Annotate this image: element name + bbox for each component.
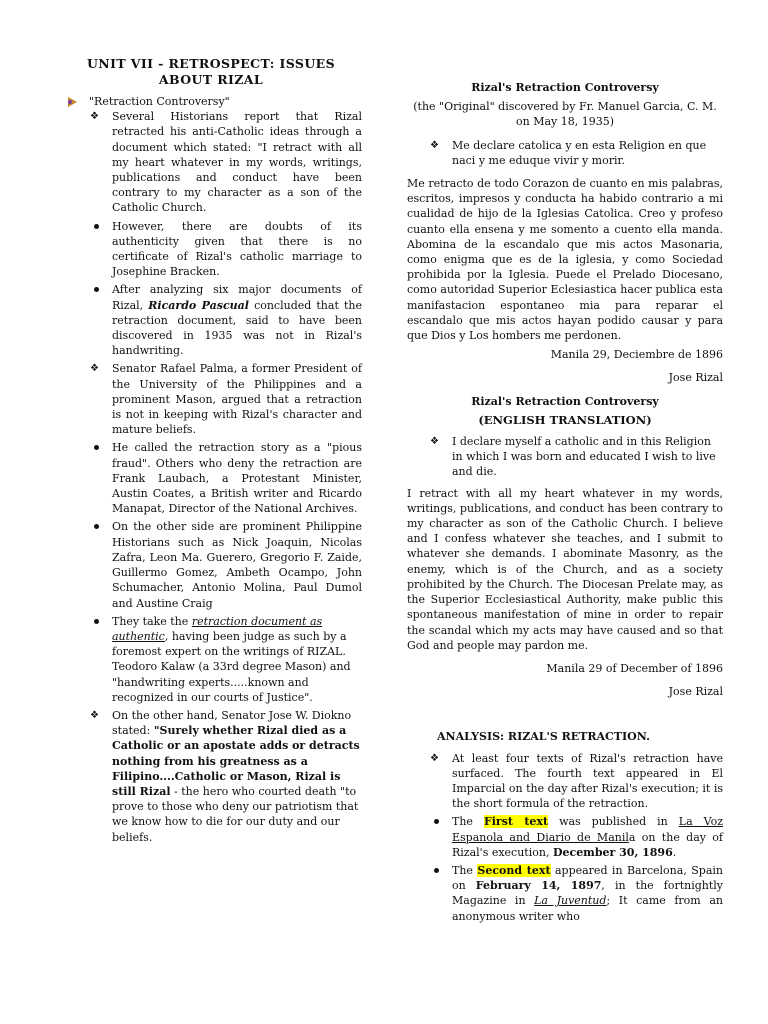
paragraph-text: ; It came from an anonymous writer who bbox=[452, 894, 723, 923]
left-column bbox=[60, 56, 362, 848]
paragraph-text: The bbox=[452, 815, 484, 829]
paragraph-text: , in the fortnightly Magazine in bbox=[452, 879, 723, 908]
section-heading-original: Rizal's Retraction Controversy bbox=[471, 81, 659, 94]
paragraph-text: After analyzing six major documents of Rizal, bbox=[112, 283, 362, 312]
spanish-declaration: Me declare catolica y en esta Religion en que naci y me eduque vivir y morir. bbox=[452, 138, 707, 167]
english-paragraph: I retract with all my heart whatever in my words, writings, publications, and conduct has been contrary to my character as son of the Catholic Church. I believe and I confess whatever she teaches, and I submit to whatever she demands. I abominate Masonry, as the enemy, which is of the Church, and as a society prohibited by the Church. The Diocesan Prelate may, as the Superior Ecclesiastical Authority, make public this spontaneous manifestation of mine in order to repair the scandal which my acts may have caused and so that God and people may pardon me. bbox=[407, 486, 723, 652]
round-bullet-icon bbox=[434, 819, 439, 824]
spanish-signature: Jose Rizal bbox=[668, 371, 723, 385]
underlined-phrase: La Juventud bbox=[534, 894, 607, 908]
diamond-bullet-icon: ❖ bbox=[90, 111, 99, 123]
emphasis-name: Ricardo Pascual bbox=[148, 298, 249, 312]
bold-quote: "Surely whether Rizal died as a Catholic or an apostate adds or detracts nothing from his greatness as a Filipino....Catholic or Mason, Rizal is still Rizal bbox=[112, 724, 360, 798]
paragraph-text: was published in bbox=[548, 815, 679, 829]
bold-date: December 30, 1896 bbox=[552, 845, 673, 859]
right-column bbox=[407, 80, 723, 927]
list-item bbox=[112, 440, 362, 516]
paragraph-text: - the hero who courted death "to prove to those who deny our patriotism that we know how to die for our duty and our beliefs. bbox=[112, 784, 359, 844]
list-item bbox=[112, 519, 362, 610]
list-item bbox=[430, 434, 723, 480]
english-bullet-list bbox=[407, 434, 723, 480]
diamond-bullet-icon: ❖ bbox=[90, 363, 99, 375]
paragraph-text: Several Historians report that Rizal retracted his anti-Catholic ideas through a document which stated: "I retract with all my heart whatever in my words, writings, publications and conduct have been contrary to my character as a son of the Catholic Church. bbox=[112, 110, 362, 215]
paragraph-text: At least four texts of Rizal's retraction have surfaced. The fourth text appeared in El Imparcial on the day after Rizal's execution; it is the short formula of the retraction. bbox=[452, 751, 723, 811]
round-bullet-icon bbox=[94, 224, 99, 229]
topic-row bbox=[60, 94, 362, 109]
round-bullet-icon bbox=[434, 868, 439, 873]
round-bullet-icon bbox=[94, 524, 99, 529]
paragraph-text: . bbox=[672, 845, 677, 859]
paragraph-text: appeared in Barcelona, Spain on bbox=[452, 863, 723, 893]
list-item bbox=[452, 863, 723, 924]
original-note: (the "Original" discovered by Fr. Manuel Garcia, C. M. on May 18, 1935) bbox=[413, 100, 717, 129]
list-item bbox=[90, 708, 362, 845]
list-item bbox=[112, 614, 362, 705]
list-item bbox=[430, 751, 723, 812]
round-bullet-icon bbox=[94, 287, 99, 292]
list-item bbox=[90, 361, 362, 437]
round-bullet-icon bbox=[94, 445, 99, 450]
unit-title: UNIT VII - RETROSPECT: ISSUES ABOUT RIZAL bbox=[86, 56, 335, 87]
diamond-bullet-icon: ❖ bbox=[430, 752, 439, 764]
paragraph-text: , having been judge as such by a foremost expert on the writings of RIZAL. Teodoro Kalaw (a 33rd degree Mason) and "handwriting experts.....known and recognized in our courts of Justice". bbox=[112, 629, 351, 704]
paragraph-text: concluded that the retraction document, said to have been discovered in 1935 was not in Rizal's handwriting. bbox=[112, 298, 362, 358]
paragraph-text: They take the bbox=[112, 614, 192, 628]
list-item bbox=[430, 138, 723, 168]
diamond-bullet-icon: ❖ bbox=[90, 709, 99, 721]
analysis-heading: ANALYSIS: RIZAL'S RETRACTION. bbox=[437, 730, 650, 744]
english-signature: Jose Rizal bbox=[668, 685, 723, 699]
highlighted-term: Second text bbox=[477, 863, 551, 877]
diamond-bullet-icon: ❖ bbox=[430, 139, 439, 151]
round-bullet-icon bbox=[94, 619, 99, 624]
section-heading-translation: Rizal's Retraction Controversy bbox=[471, 394, 659, 408]
paragraph-text: However, there are doubts of its authenticity given that there is no certificate of Rizal's catholic marriage to Josephine Bracken. bbox=[112, 219, 362, 279]
spanish-paragraph: Me retracto de todo Corazon de cuanto en mis palabras, escritos, impresos y conducta ha habido contrario a mi cualidad de hijo de la Iglesias Catolica. Creo y profeso cuanto ella ensena y me somento a cuento ella manda. Abomina de la escandalo que mis actos Masonaria, como enigma que es de la iglesia, y como Sociedad prohibida por la Iglesia. Puede el Prelado Diocesano, como autoridad Superior Eclesiastica hacer publica esta manifastacion espontaneo mia para reparar el escandalo que mis actos hayan podido causar y para que Dios y Los hombers me perdonen. bbox=[407, 177, 723, 343]
paragraph-text: Senator Rafael Palma, a former President of the University of the Philippines and a prominent Mason, argued that a retraction is not in keeping with Rizal's character and mature beliefs. bbox=[112, 362, 362, 437]
list-item bbox=[90, 109, 362, 215]
diamond-bullet-icon: ❖ bbox=[430, 436, 439, 448]
spanish-bullet-list bbox=[407, 138, 723, 168]
analysis-bullet-list bbox=[407, 751, 723, 924]
paragraph-text: On the other hand, Senator Jose W. Diokno stated: bbox=[112, 708, 352, 738]
english-declaration: I declare myself a catholic and in this Religion in which I was born and educated I wish to live and die. bbox=[452, 435, 716, 479]
spanish-date: Manila 29, Deciembre de 1896 bbox=[550, 348, 723, 362]
left-bullet-list bbox=[60, 109, 362, 845]
paragraph-text: He called the retraction story as a "pious fraud". Others who deny the retraction are Frank Laubach, a Protestant Minister, Austin Coates, a British writer and Ricardo Manapat, Director of the National Archives. bbox=[112, 441, 362, 516]
arrow-bullet-icon bbox=[68, 97, 77, 107]
translation-label: (ENGLISH TRANSLATION) bbox=[478, 412, 652, 427]
underlined-phrase: La Voz Espanola and Diario de Manil bbox=[452, 815, 723, 844]
bold-date: February 14, 1897 bbox=[475, 879, 602, 893]
list-item bbox=[452, 814, 723, 860]
list-item bbox=[112, 282, 362, 358]
paragraph-text: On the other side are prominent Philippine Historians such as Nick Joaquin, Nicolas Zafra, Leon Ma. Guerero, Gregorio F. Zaide, Guillermo Gomez, Ambeth Ocampo, John Schumacher, Antonio Molina, Paul Dumol and Austine Craig bbox=[112, 520, 362, 610]
underlined-phrase: retraction document as authentic bbox=[112, 614, 323, 643]
paragraph-text: a on the day of Rizal's execution, bbox=[452, 830, 724, 859]
list-item bbox=[112, 219, 362, 280]
highlighted-term: First text bbox=[483, 815, 549, 829]
topic-label: "Retraction Controversy" bbox=[89, 95, 230, 108]
paragraph-text: The bbox=[452, 863, 478, 877]
english-date: Manila 29 of December of 1896 bbox=[546, 661, 723, 675]
